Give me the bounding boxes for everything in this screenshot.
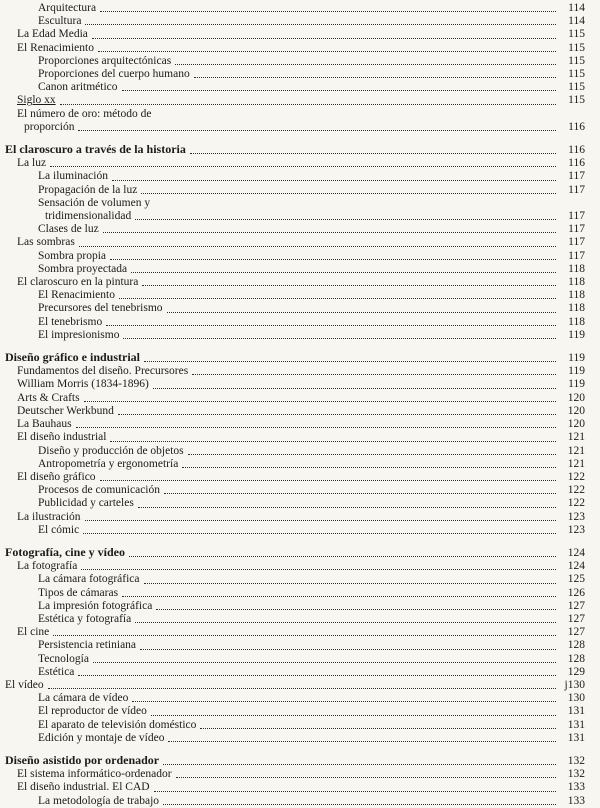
toc-entry-row (5, 524, 585, 537)
page-number: 117 (568, 183, 585, 196)
dotted-leader (122, 90, 556, 91)
toc-entry-label: Fundamentos del diseño. Precursores (17, 365, 189, 378)
toc-entry-label: Antropometría y ergonometría (38, 457, 179, 470)
toc-entry-row (5, 68, 585, 81)
toc-entry-row (5, 263, 585, 276)
toc-entry-row (5, 768, 585, 781)
toc-entry-row (5, 458, 585, 471)
page-number: 121 (567, 431, 585, 444)
page-number: 116 (568, 120, 585, 133)
toc-entry-label: La Bauhaus (17, 418, 72, 431)
toc-entry-row (5, 600, 585, 613)
toc-entry-label: El aparato de televisión doméstico (38, 718, 197, 731)
toc-entry-row (5, 197, 585, 210)
dotted-leader (138, 507, 556, 508)
toc-entry-label: El Renacimiento (38, 289, 115, 302)
toc-entry-row (5, 289, 585, 302)
dotted-leader (141, 193, 556, 194)
page-number: 124 (567, 560, 585, 573)
page-number: 120 (567, 391, 585, 404)
dotted-leader (92, 38, 556, 39)
toc-entry-row (5, 55, 585, 68)
page-number: 118 (568, 289, 585, 302)
toc-entry-row (5, 302, 585, 315)
page-number: 121 (567, 444, 585, 457)
dotted-leader (119, 298, 556, 299)
toc-entry-label: Publicidad y carteles (38, 497, 134, 510)
dotted-leader (140, 649, 556, 650)
dotted-leader (129, 556, 556, 557)
toc-entry-label: Estética (38, 665, 75, 678)
page-number: 133 (567, 781, 585, 794)
page-number: 119 (568, 328, 585, 341)
page-number: 127 (567, 626, 585, 639)
page-number: 115 (568, 54, 585, 67)
toc-entry-label: La Edad Media (17, 28, 88, 41)
page-number: 117 (568, 170, 585, 183)
toc-entry-row (5, 405, 585, 418)
toc-entry-label: El tenebrismo (38, 315, 103, 328)
toc-entry-label: El vídeo (5, 678, 44, 691)
page-number: 115 (568, 68, 585, 81)
dotted-leader (93, 662, 556, 663)
toc-entry-label: Tipos de cámaras (38, 586, 119, 599)
toc-entry-label: El Renacimiento (17, 41, 94, 54)
dotted-leader (176, 777, 556, 778)
toc-entry-label: La cámara de vídeo (38, 692, 129, 705)
toc-entry-label: El diseño gráfico (17, 470, 96, 483)
page-number: 118 (568, 262, 585, 275)
toc-entry-label: Deutscher Werkbund (17, 404, 114, 417)
dotted-leader (168, 741, 556, 742)
page-number: 133 (567, 794, 585, 807)
page-number: 115 (568, 41, 585, 54)
page-number: 116 (568, 144, 585, 157)
toc-entry-label: Precursores del tenebrismo (38, 302, 163, 315)
toc-entry-row (5, 653, 585, 666)
page-number: 119 (568, 352, 585, 365)
toc (5, 2, 585, 808)
toc-entry-row (5, 781, 585, 794)
page-number: 120 (567, 418, 585, 431)
page-number: 119 (568, 365, 585, 378)
toc-entry-label: El cómic (38, 523, 80, 536)
toc-entry-label: Arts & Crafts (17, 391, 80, 404)
page-number: 120 (567, 404, 585, 417)
toc-entry-row (5, 431, 585, 444)
dotted-leader (84, 401, 556, 402)
page-number: 123 (567, 523, 585, 536)
toc-entry-row (5, 560, 585, 573)
page-number: 121 (567, 457, 585, 470)
page-number: 129 (567, 665, 585, 678)
dotted-leader (194, 77, 556, 78)
toc-entry-label: proporción (24, 120, 75, 133)
dotted-leader (78, 130, 556, 131)
dotted-leader (135, 622, 556, 623)
toc-entry-label: Proporciones del cuerpo humano (38, 68, 190, 81)
toc-entry-label: Persistencia retiniana (38, 639, 137, 652)
toc-section (5, 351, 585, 537)
toc-entry-row (5, 236, 585, 249)
page-number: 130 (567, 692, 585, 705)
toc-entry-row (5, 679, 585, 692)
toc-entry-row (5, 170, 585, 183)
toc-entry-label: Canon aritmético (38, 81, 118, 94)
dotted-leader (78, 675, 556, 676)
page-number: 118 (568, 276, 585, 289)
toc-entry-row (5, 329, 585, 342)
toc-entry-label: Escultura (38, 15, 82, 28)
toc-entry-row (5, 587, 585, 600)
toc-entry-label: Diseño y producción de objetos (38, 444, 184, 457)
toc-entry-row (5, 15, 585, 28)
dotted-leader (98, 51, 556, 52)
dotted-leader (83, 533, 556, 534)
page-number: 115 (568, 94, 585, 107)
dotted-leader (144, 361, 556, 362)
toc-entry-row (5, 573, 585, 586)
toc-entry-row (5, 121, 585, 134)
toc-entry-row (5, 484, 585, 497)
toc-entry-label: Las sombras (17, 236, 75, 249)
dotted-leader (103, 232, 556, 233)
toc-entry-row (5, 445, 585, 458)
dotted-leader (163, 764, 556, 765)
toc-entry-label: La impresión fotográfica (38, 599, 153, 612)
page-number: 118 (568, 315, 585, 328)
toc-entry-row (5, 42, 585, 55)
toc-entry-row (5, 705, 585, 718)
toc-entry-row (5, 184, 585, 197)
page-number: 131 (567, 731, 585, 744)
toc-entry-row (5, 157, 585, 170)
toc-entry-label: Edición y montaje de vídeo (38, 731, 165, 744)
dotted-leader (144, 583, 556, 584)
dotted-leader (85, 520, 556, 521)
page-number: 114 (568, 2, 585, 14)
dotted-leader (151, 715, 556, 716)
page-number: 126 (567, 586, 585, 599)
page-number: 123 (567, 510, 585, 523)
toc-entry-label: Sombra propia (38, 249, 107, 262)
toc-entry-label: Siglo xx (17, 94, 56, 107)
toc-entry-label: El claroscuro en la pintura (17, 276, 139, 289)
toc-entry-label: tridimensionalidad (45, 210, 132, 223)
dotted-leader (123, 338, 556, 339)
toc-entry-row (5, 497, 585, 510)
toc-section-heading-row (5, 546, 585, 560)
dotted-leader (200, 728, 556, 729)
toc-entry-label: El diseño industrial. El CAD (17, 781, 150, 794)
page-number: 132 (567, 754, 585, 767)
toc-entry-label: La metodología de trabajo (38, 794, 160, 807)
toc-entry-label: El reproductor de vídeo (38, 705, 147, 718)
toc-entry-label: El diseño industrial (17, 431, 107, 444)
dotted-leader (110, 441, 556, 442)
toc-entry-label: Clases de luz (38, 223, 99, 236)
toc-entry-row (5, 378, 585, 391)
toc-section-heading-label: El claroscuro a través de la historia (5, 142, 186, 157)
page-number: 115 (568, 81, 585, 94)
dotted-leader (192, 374, 556, 375)
toc-entry-row (5, 719, 585, 732)
toc-section-heading-row (5, 143, 585, 157)
toc-entry-row (5, 250, 585, 263)
toc-section (5, 2, 585, 134)
dotted-leader (122, 596, 556, 597)
dotted-leader (175, 64, 556, 65)
toc-entry-row (5, 108, 585, 121)
toc-entry-label: Tecnología (38, 652, 89, 665)
page-number: j130 (564, 678, 585, 691)
dotted-leader (110, 259, 556, 260)
dotted-leader (153, 388, 556, 389)
toc-section-heading-label: Fotografía, cine y vídeo (5, 544, 125, 559)
toc-entry-label: La iluminación (38, 170, 108, 183)
toc-entry-row (5, 276, 585, 289)
page-number: 132 (567, 768, 585, 781)
page-number: 122 (567, 484, 585, 497)
dotted-leader (50, 166, 556, 167)
page-number: 117 (568, 210, 585, 223)
page-number: 116 (568, 157, 585, 170)
dotted-leader (167, 312, 556, 313)
dotted-leader (112, 180, 556, 181)
toc-entry-row (5, 639, 585, 652)
page-number: 128 (567, 639, 585, 652)
toc-entry-label: La cámara fotográfica (38, 573, 140, 586)
page-number: 118 (568, 302, 585, 315)
page-number: 122 (567, 497, 585, 510)
dotted-leader (163, 804, 556, 805)
toc-section-heading-label: Diseño asistido por ordenador (5, 752, 160, 767)
page-number: 115 (568, 28, 585, 41)
toc-entry-row (5, 511, 585, 524)
toc-entry-row (5, 94, 585, 107)
toc-entry-label: Procesos de comunicación (38, 484, 160, 497)
toc-entry-row (5, 316, 585, 329)
dotted-leader (48, 688, 556, 689)
page-number: 127 (567, 612, 585, 625)
toc-entry-label: El sistema informático-ordenador (17, 768, 172, 781)
page-number: 125 (567, 573, 585, 586)
toc-entry-row (5, 692, 585, 705)
toc-entry-row (5, 795, 585, 808)
toc-entry-row (5, 471, 585, 484)
dotted-leader (164, 493, 556, 494)
dotted-leader (81, 569, 556, 570)
page-number: 127 (567, 599, 585, 612)
toc-entry-row (5, 732, 585, 745)
dotted-leader (53, 635, 556, 636)
toc-entry-row (5, 365, 585, 378)
dotted-leader (131, 272, 556, 273)
toc-entry-label: La luz (17, 157, 47, 170)
dotted-leader (100, 11, 556, 12)
toc-section-heading-label: Diseño gráfico e industrial (5, 350, 140, 365)
dotted-leader (60, 104, 556, 105)
page-number: 124 (567, 546, 585, 559)
dotted-leader (190, 153, 556, 154)
toc-entry-row (5, 210, 585, 223)
toc-section (5, 754, 585, 808)
toc-section-heading-row (5, 351, 585, 365)
toc-section (5, 143, 585, 342)
toc-entry-label: Sombra proyectada (38, 262, 128, 275)
toc-entry-label: Sensación de volumen y (38, 196, 151, 209)
page-number: 117 (568, 236, 585, 249)
dotted-leader (100, 480, 556, 481)
toc-entry-row (5, 28, 585, 41)
toc-entry-row (5, 2, 585, 15)
toc-entry-row (5, 223, 585, 236)
dotted-leader (142, 285, 556, 286)
toc-entry-label: Proporciones arquitectónicas (38, 54, 172, 67)
toc-entry-label: Arquitectura (38, 2, 97, 14)
dotted-leader (154, 791, 556, 792)
toc-entry-label: William Morris (1834-1896) (17, 378, 149, 391)
dotted-leader (156, 609, 556, 610)
dotted-leader (182, 467, 556, 468)
toc-entry-label: El cine (17, 626, 50, 639)
page-number: 131 (567, 705, 585, 718)
toc-entry-label: La ilustración (17, 510, 81, 523)
dotted-leader (188, 454, 556, 455)
toc-entry-label: Estética y fotografía (38, 612, 132, 625)
page-number: 128 (567, 652, 585, 665)
toc-entry-label: El número de oro: método de (17, 107, 152, 120)
toc-section (5, 546, 585, 745)
page-number: 114 (568, 15, 585, 28)
page-number: 117 (568, 249, 585, 262)
toc-entry-label: La fotografía (17, 560, 78, 573)
page-number: 119 (568, 378, 585, 391)
dotted-leader (85, 24, 556, 25)
toc-entry-label: Propagación de la luz (38, 183, 138, 196)
toc-entry-row (5, 81, 585, 94)
toc-entry-row (5, 626, 585, 639)
page-number: 117 (568, 223, 585, 236)
toc-entry-label: El impresionismo (38, 328, 120, 341)
toc-entry-row (5, 666, 585, 679)
toc-entry-row (5, 392, 585, 405)
dotted-leader (106, 325, 556, 326)
dotted-leader (132, 701, 556, 702)
dotted-leader (79, 246, 556, 247)
toc-section-heading-row (5, 754, 585, 768)
dotted-leader (135, 219, 556, 220)
dotted-leader (118, 414, 556, 415)
dotted-leader (76, 427, 556, 428)
toc-entry-row (5, 613, 585, 626)
page-number: 122 (567, 470, 585, 483)
toc-entry-row (5, 418, 585, 431)
page-number: 131 (567, 718, 585, 731)
